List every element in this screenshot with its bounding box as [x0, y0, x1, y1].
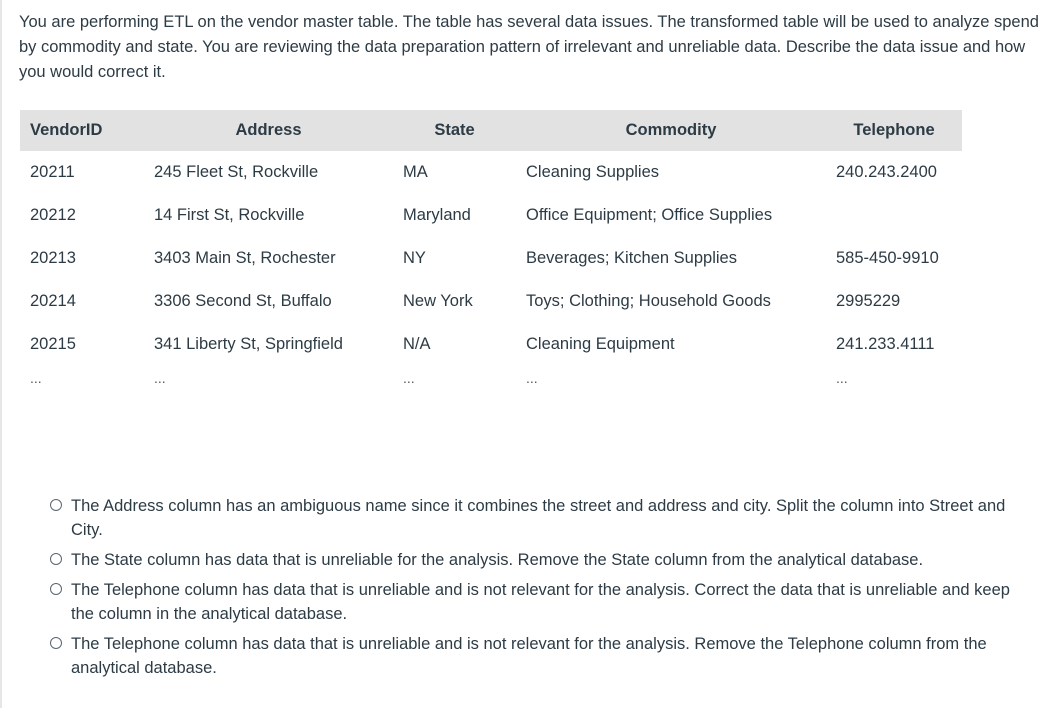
header-address: Address: [144, 110, 393, 151]
cell-address: 3306 Second St, Buffalo: [154, 292, 332, 310]
cell-telephone: 585-450-9910: [836, 249, 939, 267]
radio-button[interactable]: [50, 553, 62, 565]
cell-telephone: [826, 194, 962, 237]
header-telephone: Telephone: [826, 110, 962, 151]
answer-options: [50, 494, 1035, 686]
radio-button[interactable]: [50, 499, 62, 511]
option-label[interactable]: The Address column has an ambiguous name since it combines the street and address and city. Split the column into Street and City.: [71, 497, 1006, 539]
cell-ellipsis: ...: [30, 370, 42, 386]
cell-ellipsis: ...: [154, 370, 166, 386]
cell-address: 245 Fleet St, Rockville: [154, 163, 319, 181]
cell-telephone: 2995229: [836, 292, 901, 310]
cell-commodity: Cleaning Supplies: [526, 163, 660, 181]
cell-vendor-id: 20215: [30, 335, 76, 353]
table-row-ellipsis: [20, 366, 962, 410]
cell-state: MA: [403, 163, 428, 181]
answer-option-1[interactable]: [50, 494, 1035, 542]
table-row: [20, 237, 962, 280]
cell-state: NY: [403, 249, 426, 267]
cell-vendor-id: 20211: [30, 163, 75, 181]
cell-ellipsis: ...: [403, 370, 415, 386]
question-text: You are performing ETL on the vendor master table. The table has several data issues. The transformed table will be used to analyze spend by commodity and state. You are reviewing the data preparation pattern of irrelevant and unreliable data. Describe the data issue and how you would correct it.: [19, 13, 1039, 81]
cell-vendor-id: 20212: [30, 206, 76, 224]
cell-address: 341 Liberty St, Springfield: [154, 335, 343, 353]
option-label[interactable]: The Telephone column has data that is unreliable and is not relevant for the analysis. Remove the Telephone column from the analytical database.: [71, 635, 987, 677]
header-vendor-id: VendorID: [20, 110, 144, 151]
cell-commodity: Office Equipment; Office Supplies: [526, 206, 773, 224]
table-row: [20, 323, 962, 366]
cell-state: Maryland: [403, 206, 471, 224]
cell-commodity: Cleaning Equipment: [526, 335, 675, 353]
cell-vendor-id: 20213: [30, 249, 76, 267]
table-row: [20, 194, 962, 237]
cell-ellipsis: ...: [836, 370, 848, 386]
cell-telephone: 241.233.4111: [836, 335, 935, 353]
cell-ellipsis: ...: [526, 370, 538, 386]
table-row: [20, 151, 962, 194]
answer-option-4[interactable]: [50, 632, 1035, 680]
header-state: State: [393, 110, 516, 151]
header-commodity: Commodity: [516, 110, 826, 151]
cell-telephone: 240.243.2400: [836, 163, 937, 181]
cell-address: 3403 Main St, Rochester: [154, 249, 336, 267]
table-row: [20, 280, 962, 323]
option-label[interactable]: The State column has data that is unreliable for the analysis. Remove the State column from the analytical database.: [71, 551, 924, 569]
cell-state: N/A: [403, 335, 431, 353]
cell-state: New York: [403, 292, 473, 310]
cell-address: 14 First St, Rockville: [154, 206, 305, 224]
radio-button[interactable]: [50, 637, 62, 649]
answer-option-3[interactable]: [50, 578, 1035, 626]
radio-button[interactable]: [50, 583, 62, 595]
cell-commodity: Toys; Clothing; Household Goods: [526, 292, 771, 310]
answer-option-2[interactable]: [50, 548, 1035, 572]
cell-commodity: Beverages; Kitchen Supplies: [526, 249, 737, 267]
table-header-row: [20, 110, 962, 151]
vendor-master-table: [20, 110, 962, 410]
option-label[interactable]: The Telephone column has data that is unreliable and is not relevant for the analysis. Correct the data that is unreliable and keep the column in the analytical database.: [71, 581, 1010, 623]
cell-vendor-id: 20214: [30, 292, 76, 310]
